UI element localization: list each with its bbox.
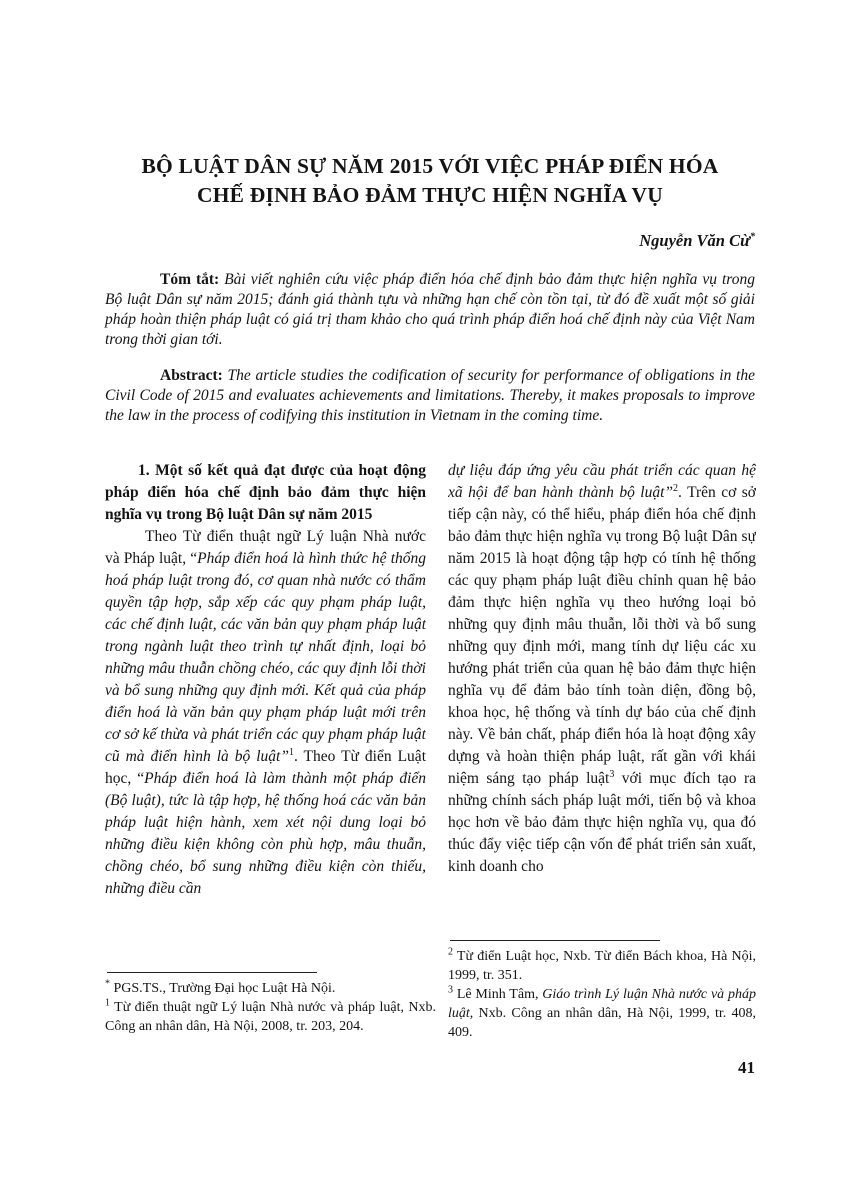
page-title-line-1: BỘ LUẬT DÂN SỰ NĂM 2015 VỚI VIỆC PHÁP ĐIỂN HÓA (141, 154, 719, 178)
footnote-1: $^1$ Từ điển thuật ngữ Lý luận Nhà nước và pháp luật, Nxb. Công an nhân dân, Hà Nội, 2008, tr. 203, 204. (105, 997, 436, 1034)
footnote-separator-left (107, 972, 317, 973)
page-number: 41 (738, 1058, 755, 1077)
footnote-author: * PGS.TS., Trường Đại học Luật Hà Nội. (105, 978, 336, 996)
abstract-english: Abstract: The article studies the codification of security for performance of obligations in the Civil Code of 2015 and evaluates achievements and limitations. Thereby, it makes proposals to improve the law in the process of codifying this institution in Vietnam in the coming time. (105, 367, 755, 424)
section-heading: 1. Một số kết quả đạt được của hoạt động pháp điển hóa chế định bảo đảm thực hiện nghĩa vụ trong Bộ luật Dân sự năm 2015 (105, 462, 426, 523)
footnotes-right (448, 940, 756, 1042)
right-column-paragraph: dự liệu đáp ứng yêu cầu phát triển các quan hệ xã hội để ban hành thành bộ luật”$^2$. Trên cơ sở tiếp cận này, có thể hiểu, pháp điển hóa chế định bảo đảm thực hiện nghĩa vụ trong Bộ luật Dân sự năm 2015 là hoạt động tập hợp có tính hệ thống các quy phạm pháp luật điều chỉnh quan hệ bảo đảm thực hiện nghĩa vụ theo hướng loại bỏ những quy định mâu thuẫn, lỗi thời và bổ sung những quy định mới, mang tính dự liệu các xu hướng phát triển của quan hệ bảo đảm thực hiện nghĩa vụ để đảm bảo tính toàn diện, đồng bộ, khoa học, hệ thống và tính dự báo của chế định này. Về bản chất, pháp điển hóa là hoạt động xây dựng và hoàn thiện pháp luật, rất gần với khái niệm sáng tạo pháp luật$^3$ với mục đích tạo ra những chính sách pháp luật mới, tiến bộ và khoa học hơn về bảo đảm thực hiện nghĩa vụ, qua đó thúc đẩy việc tiếp cận vốn để phát triển sản xuất, kinh doanh cho (448, 462, 756, 875)
footnote-2: $^2$ Từ điển Luật học, Nxb. Từ điển Bách khoa, Hà Nội, 1999, tr. 351. (448, 946, 756, 983)
left-column (105, 460, 426, 970)
footnote-3: $^3$ Lê Minh Tâm, Giáo trình Lý luận Nhà nước và pháp luật, Nxb. Công an nhân dân, Hà Nội, 1999, tr. 408, 409. (448, 984, 756, 1040)
page-title-line-2: CHẾ ĐỊNH BẢO ĐẢM THỰC HIỆN NGHĨA VỤ (197, 183, 663, 207)
footnotes-left (105, 972, 436, 1036)
page-title (105, 152, 755, 210)
abstract-vietnamese: Tóm tắt: Bài viết nghiên cứu việc pháp điển hóa chế định bảo đảm thực hiện nghĩa vụ trong Bộ luật Dân sự năm 2015; đánh giá thành tựu và những hạn chế còn tồn tại, từ đó đề xuất một số giải pháp hoàn thiện pháp luật có giá trị tham khảo cho quá trình pháp điển hoá chế định này của Việt Nam trong thời gian tới. (105, 271, 755, 348)
author-name: Nguyễn Văn Cừ* (639, 231, 755, 250)
right-column (448, 460, 756, 932)
left-column-paragraph: Theo Từ điển thuật ngữ Lý luận Nhà nước và Pháp luật, “Pháp điển hoá là hình thức hệ thống hoá pháp luật trong đó, cơ quan nhà nước có thẩm quyền tập hợp, sắp xếp các quy phạm pháp luật, các chế định luật, các văn bản quy phạm pháp luật trong ngành luật theo trình tự nhất định, loại bỏ những mâu thuẫn chồng chéo, các quy định lỗi thời và bổ sung những quy định mới. Kết quả của pháp điển hoá là văn bản quy phạm pháp luật mới trên cơ sở kế thừa và phát triển các quy phạm pháp luật cũ mà điển hình là bộ luật”$^1$. Theo Từ điển Luật học, “Pháp điển hoá là làm thành một pháp điển (Bộ luật), tức là tập hợp, hệ thống hoá các văn bản pháp luật hiện hành, xem xét nội dung loại bỏ những điều kiện không còn phù hợp, mâu thuẫn, chồng chéo, bổ sung những điều kiện còn thiếu, những điều cần (105, 528, 426, 897)
footnote-separator-right (450, 940, 660, 941)
